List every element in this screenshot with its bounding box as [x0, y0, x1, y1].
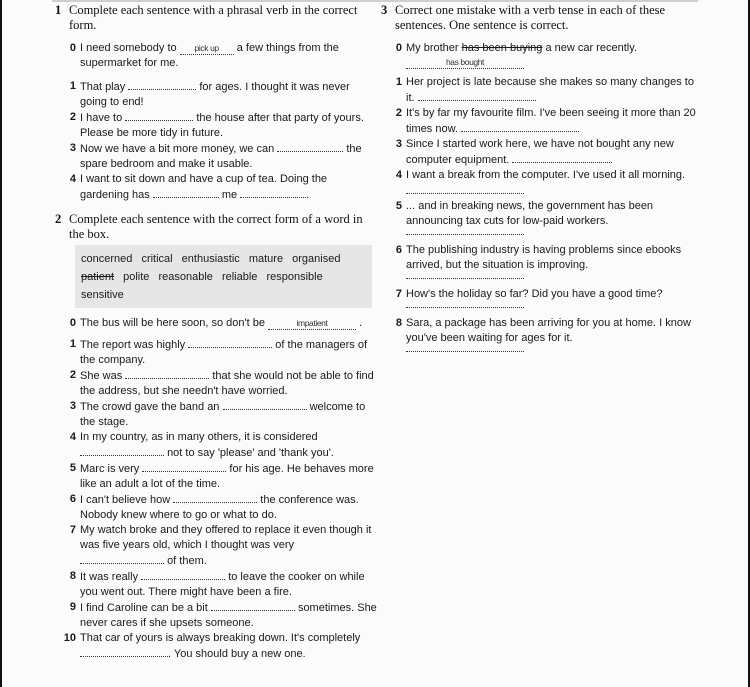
answer-blank[interactable]	[173, 492, 257, 503]
answer-blank[interactable]	[240, 187, 306, 198]
item-number: 2	[395, 107, 402, 119]
item-number: 8	[69, 570, 76, 582]
ex2-item-4	[55, 430, 377, 461]
ex1-item-1	[55, 79, 377, 110]
item-number: 3	[395, 138, 402, 150]
answer-blank[interactable]	[153, 187, 219, 198]
ex3-item-5	[381, 199, 699, 229]
answer-blank[interactable]	[125, 368, 209, 379]
ex1-item-3	[55, 141, 377, 172]
exercise-2-title: Complete each sentence with the correct form of a word in the box.	[69, 212, 363, 241]
item-text: I can't believe how	[80, 494, 171, 506]
answer-blank[interactable]	[512, 152, 612, 163]
exercise-3-title: Correct one mistake with a verb tense in each of these sentences. One sentence is correct.	[395, 3, 666, 32]
example-answer: impatient	[268, 318, 356, 330]
word-box-item: enthusiastic	[181, 253, 240, 265]
item-text: .	[306, 189, 310, 201]
item-text: .	[359, 317, 363, 329]
ex3-item-3	[381, 137, 699, 168]
item-number: 1	[395, 76, 402, 88]
exercise-2-number: 2	[55, 212, 62, 226]
ex3-item-2	[381, 106, 699, 137]
item-number: 10	[63, 632, 76, 644]
exercise-1-heading	[55, 3, 377, 33]
exercise-3-heading	[381, 3, 699, 33]
answer-blank[interactable]	[406, 346, 524, 352]
item-text: Now we have a bit more money, we can	[80, 143, 275, 155]
answer-blank[interactable]	[188, 337, 272, 348]
item-number: 0	[395, 42, 402, 54]
item-text: I want to sit down and have a cup of tea. Doing the gardening has	[80, 173, 328, 201]
ex3-item-6	[381, 243, 699, 273]
item-text: The publishing industry is having problems since ebooks arrived, but the situation is improving.	[406, 244, 682, 271]
word-box-item: concerned	[81, 253, 133, 265]
item-text: I need somebody to	[80, 42, 177, 54]
exercise-3-number: 3	[381, 3, 388, 17]
word-box-item: reasonable	[158, 271, 213, 283]
item-text: Sara, a package has been arriving for you at home. I know you've been waiting for ages for it.	[406, 317, 691, 344]
item-text: the spare bedroom and make it usable.	[80, 143, 362, 170]
item-text: of them.	[167, 555, 207, 567]
ex1-item-2	[55, 110, 377, 141]
example-answer: pick up	[180, 43, 234, 55]
item-text: sometimes. She never cares if she upsets someone.	[80, 602, 377, 629]
item-number: 8	[395, 317, 402, 329]
answer-blank[interactable]	[406, 183, 524, 194]
answer-blank[interactable]	[142, 461, 226, 472]
item-text: How's the holiday so far? Did you have a good time?	[406, 288, 663, 300]
ex3-item-4	[381, 168, 699, 199]
struck-text: has been buying	[461, 42, 543, 54]
item-text: The report was highly	[80, 339, 186, 351]
answer-blank[interactable]	[277, 141, 343, 152]
ex2-item-7	[55, 523, 377, 569]
item-text: welcome to the stage.	[80, 401, 366, 428]
ex3-example	[381, 41, 699, 56]
answer-blank[interactable]	[223, 399, 307, 410]
item-number: 5	[395, 200, 402, 212]
item-text: Marc is very	[80, 463, 140, 475]
ex2-item-3	[55, 399, 377, 430]
item-number: 4	[395, 169, 402, 181]
word-box	[75, 245, 372, 308]
item-number: 3	[69, 400, 76, 412]
item-text: The crowd gave the band an	[80, 401, 220, 413]
item-text: that she would not be able to find the address, but she needn't have worried.	[80, 370, 374, 397]
ex1-example	[55, 41, 377, 71]
ex2-item-5	[55, 461, 377, 492]
answer-blank[interactable]	[406, 302, 524, 308]
ex2-item-1	[55, 337, 377, 368]
item-text: Her project is late because she makes so many changes to it.	[406, 76, 694, 104]
word-box-item-struck: patient	[81, 271, 115, 283]
item-text: My watch broke and they offered to replace it even though it was five years old, which I thought was very	[80, 524, 372, 551]
left-edge	[0, 0, 2, 687]
item-number: 0	[69, 317, 76, 329]
ex2-item-2	[55, 368, 377, 399]
exercise-1-number: 1	[55, 3, 62, 17]
item-text: I have to	[80, 112, 123, 124]
exercise-1-title: Complete each sentence with a phrasal verb in the correct form.	[69, 3, 358, 32]
item-number: 3	[69, 142, 76, 154]
item-text: My brother	[406, 42, 459, 54]
word-box-item: reliable	[221, 271, 258, 283]
item-text: the conference was. Nobody knew where to go or what to do.	[80, 494, 359, 521]
item-number: 6	[69, 493, 76, 505]
item-text: to leave the cooker on while you went out. There might have been a fire.	[80, 571, 365, 598]
answer-blank[interactable]	[80, 445, 164, 456]
ex2-item-9	[55, 600, 377, 631]
answer-blank[interactable]	[406, 229, 524, 235]
answer-blank[interactable]	[80, 553, 164, 564]
item-text: That car of yours is always breaking down. It's completely	[80, 632, 361, 644]
ex3-item-7	[381, 287, 699, 302]
item-number: 7	[69, 524, 76, 536]
top-rule	[52, 0, 698, 2]
item-number: 2	[69, 369, 76, 381]
item-text: It was really	[80, 571, 139, 583]
answer-blank[interactable]	[211, 600, 295, 611]
answer-blank[interactable]	[141, 569, 225, 580]
item-number: 7	[395, 288, 402, 300]
word-box-item: critical	[141, 253, 173, 265]
word-box-item: mature	[248, 253, 284, 265]
right-column	[381, 3, 699, 352]
item-text: of the managers of the company.	[80, 339, 368, 366]
item-number: 9	[69, 601, 76, 613]
item-text: a few things from the supermarket for me.	[80, 42, 339, 69]
ex2-item-8	[55, 569, 377, 600]
item-text: for his age. He behaves more like an adult a lot of the time.	[80, 463, 374, 490]
example-answer: has bought	[406, 56, 524, 69]
ex2-item-10	[55, 631, 377, 662]
answer-blank[interactable]	[418, 90, 536, 101]
item-text: I want a break from the computer. I've used it all morning.	[406, 169, 686, 181]
item-text: It's by far my favourite film. I've been seeing it more than 20 times now.	[406, 107, 696, 135]
item-text: She was	[80, 370, 123, 382]
item-number: 6	[395, 244, 402, 256]
ex3-item-8	[381, 316, 699, 346]
word-box-item: organised	[292, 253, 341, 265]
item-text: I find Caroline can be a bit	[80, 602, 208, 614]
item-number: 0	[69, 42, 76, 54]
item-number: 4	[69, 431, 76, 443]
word-box-item: polite	[123, 271, 150, 283]
item-text: a new car recently.	[545, 42, 637, 54]
item-number: 4	[69, 173, 76, 185]
word-box-item: responsible	[266, 271, 323, 283]
word-box-item: sensitive	[81, 289, 124, 301]
answer-blank[interactable]	[128, 79, 196, 90]
ex2-example	[55, 316, 377, 331]
answer-blank[interactable]	[406, 273, 524, 279]
item-number: 1	[69, 80, 76, 92]
item-text: The bus will be here soon, so don't be	[80, 317, 265, 329]
ex3-item-1	[381, 75, 699, 106]
left-column	[55, 3, 377, 662]
item-text: me	[221, 189, 238, 201]
item-number: 1	[69, 338, 76, 350]
item-text: for ages. I thought it was never going to end!	[80, 81, 350, 108]
ex1-item-4	[55, 172, 377, 203]
answer-blank[interactable]	[80, 646, 168, 657]
item-text: That play	[80, 81, 126, 93]
item-number: 2	[69, 111, 76, 123]
exercise-2-heading	[55, 212, 377, 242]
item-text: not to say 'please' and 'thank you'.	[167, 447, 334, 459]
item-text: Since I started work here, we have not bought any new computer equipment.	[406, 138, 674, 166]
answer-blank[interactable]	[461, 121, 579, 132]
answer-blank[interactable]	[125, 110, 193, 121]
item-text: ... and in breaking news, the government has been announcing tax cuts for low-paid workers.	[406, 200, 654, 227]
item-text: . You should buy a new one.	[168, 648, 306, 660]
item-number: 5	[69, 462, 76, 474]
ex2-item-6	[55, 492, 377, 523]
item-text: In my country, as in many others, it is considered	[80, 431, 318, 443]
item-text: the house after that party of yours. Please be more tidy in future.	[80, 112, 364, 139]
